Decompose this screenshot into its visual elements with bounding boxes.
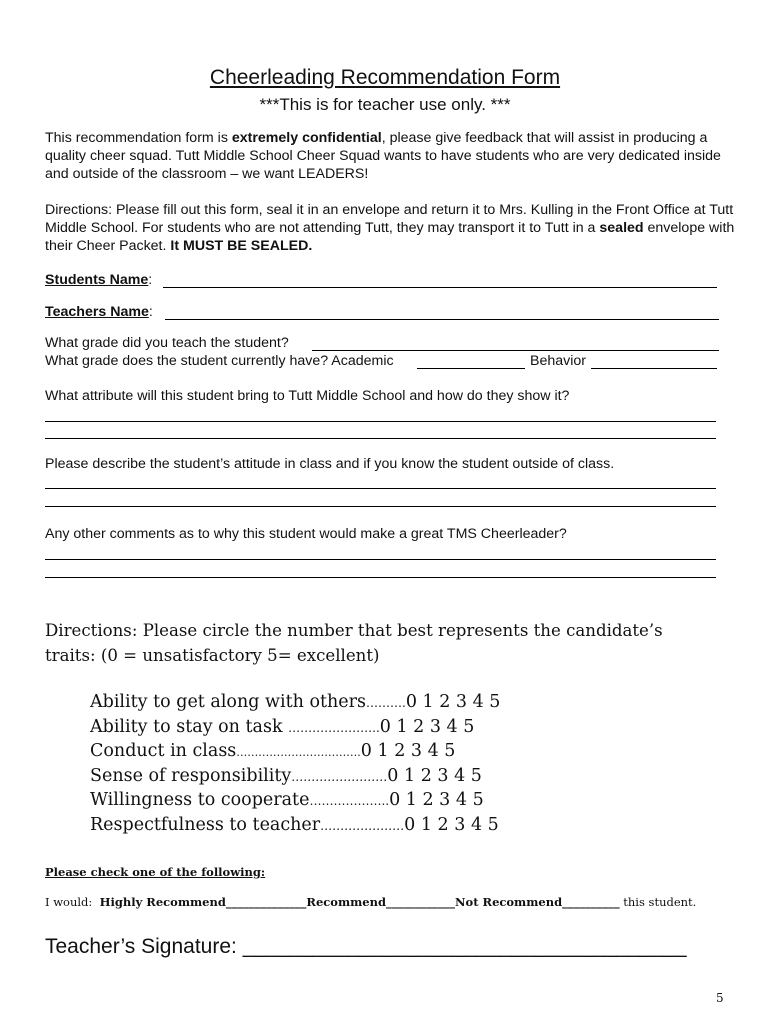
option-not-recommend[interactable]: Not Recommend [455, 895, 563, 909]
directions-paragraph [45, 201, 735, 255]
student-name-label-text: Students Name [45, 272, 149, 288]
option-highly-recommend-blank[interactable]: ______________ [225, 895, 307, 909]
comments-answer-line-2[interactable] [45, 577, 716, 578]
page-number: 5 [716, 991, 724, 1005]
trait-scale[interactable]: 0 1 2 3 4 5 [379, 717, 475, 737]
student-name-input-line[interactable] [163, 287, 717, 288]
trait-dots: ………………….. [288, 721, 380, 735]
directions-text-start: Directions: Please fill out this form, seal it in an envelope and return it to Mrs. Kulling in the Front Office at Tutt Middle School. For students who are not attending Tutt, they may transport it to Tutt in a [45, 202, 734, 236]
teacher-name-label [45, 304, 153, 320]
intro-text-start: This recommendation form is [45, 130, 232, 146]
behavior-grade-input-line[interactable] [591, 368, 717, 369]
attribute-answer-line-2[interactable] [45, 438, 716, 439]
directions-sealed-bold: sealed [599, 220, 644, 236]
intro-paragraph [45, 129, 735, 183]
rating-directions [45, 618, 725, 668]
intro-text-end: , please give feedback that will assist in producing a quality cheer squad. Tutt Middle School Cheer Squad wants to have students who are very dedicated inside and outside of the classroom – we want LEADERS! [45, 130, 721, 182]
attribute-answer-line-1[interactable] [45, 421, 716, 422]
attribute-question: What attribute will this student bring to Tutt Middle School and how do they show it? [45, 388, 570, 404]
comments-question: Any other comments as to why this student would make a great TMS Cheerleader? [45, 526, 567, 542]
trait-dots: ……………………………. [236, 746, 361, 759]
teacher-name-colon: : [148, 304, 153, 320]
option-not-recommend-blank[interactable]: __________ [562, 895, 620, 909]
teacher-signature [45, 935, 687, 959]
attitude-answer-line-2[interactable] [45, 506, 716, 507]
trait-row [90, 790, 484, 810]
recommendation-row [45, 895, 696, 909]
rating-directions-line-1: Directions: Please circle the number that best represents the candidate’s [45, 621, 663, 640]
form-title: Cheerleading Recommendation Form [209, 66, 561, 89]
trait-label: Conduct in class [90, 741, 237, 761]
grade-taught-label: What grade did you teach the student? [45, 335, 289, 351]
teacher-name-input-line[interactable] [165, 319, 719, 320]
attitude-answer-line-1[interactable] [45, 488, 716, 489]
trait-scale[interactable]: 0 1 2 3 4 5 [360, 741, 456, 761]
trait-label: Willingness to cooperate [90, 790, 310, 810]
trait-row [90, 717, 474, 737]
current-grade-label: What grade does the student currently have? Academic [45, 353, 394, 369]
trait-dots: ……………….. [309, 794, 390, 808]
academic-grade-input-line[interactable] [417, 368, 525, 369]
option-highly-recommend[interactable]: Highly Recommend [99, 895, 226, 909]
trait-label: Ability to stay on task [90, 717, 289, 737]
option-recommend[interactable]: Recommend [306, 895, 387, 909]
student-name-colon: : [148, 272, 153, 288]
trait-label: Ability to get along with others [90, 692, 366, 712]
directions-must-seal-bold: It MUST BE SEALED. [170, 238, 313, 254]
recommendation-suffix: this student. [623, 895, 697, 909]
intro-text-bold: extremely confidential [231, 130, 382, 146]
recommendation-heading: Please check one of the following: [45, 865, 266, 879]
trait-label: Respectfulness to teacher [90, 815, 321, 835]
trait-scale[interactable]: 0 1 2 3 4 5 [389, 790, 484, 810]
directions-text-mid: envelope with their Cheer Packet. [45, 220, 735, 254]
trait-dots: ………………… [320, 819, 405, 833]
form-subtitle: ***This is for teacher use only. *** [259, 95, 511, 114]
signature-line[interactable]: ______________________________________ [242, 935, 687, 958]
comments-answer-line-1[interactable] [45, 559, 716, 560]
rating-directions-line-2: traits: (0 = unsatisfactory 5= excellent) [45, 646, 380, 665]
attitude-question: Please describe the student’s attitude in class and if you know the student outside of class. [45, 456, 615, 472]
signature-label: Teacher’s Signature: [45, 935, 237, 958]
trait-scale[interactable]: 0 1 2 3 4 5 [387, 766, 482, 786]
teacher-name-label-text: Teachers Name [45, 304, 149, 320]
trait-label: Sense of responsibility [90, 766, 292, 786]
option-recommend-blank[interactable]: ____________ [386, 895, 456, 909]
trait-row [90, 766, 482, 786]
trait-scale[interactable]: 0 1 2 3 4 5 [404, 815, 499, 835]
behavior-label: Behavior [530, 353, 586, 369]
student-name-label [45, 272, 152, 288]
trait-dots: ………. [365, 696, 406, 710]
trait-row [90, 741, 455, 761]
recommendation-prefix: I would: [45, 895, 93, 909]
trait-scale[interactable]: 0 1 2 3 4 5 [405, 692, 501, 712]
trait-dots: …………………… [291, 770, 388, 784]
grade-taught-input-line[interactable] [312, 350, 719, 351]
trait-row [90, 692, 500, 712]
trait-row [90, 815, 499, 835]
